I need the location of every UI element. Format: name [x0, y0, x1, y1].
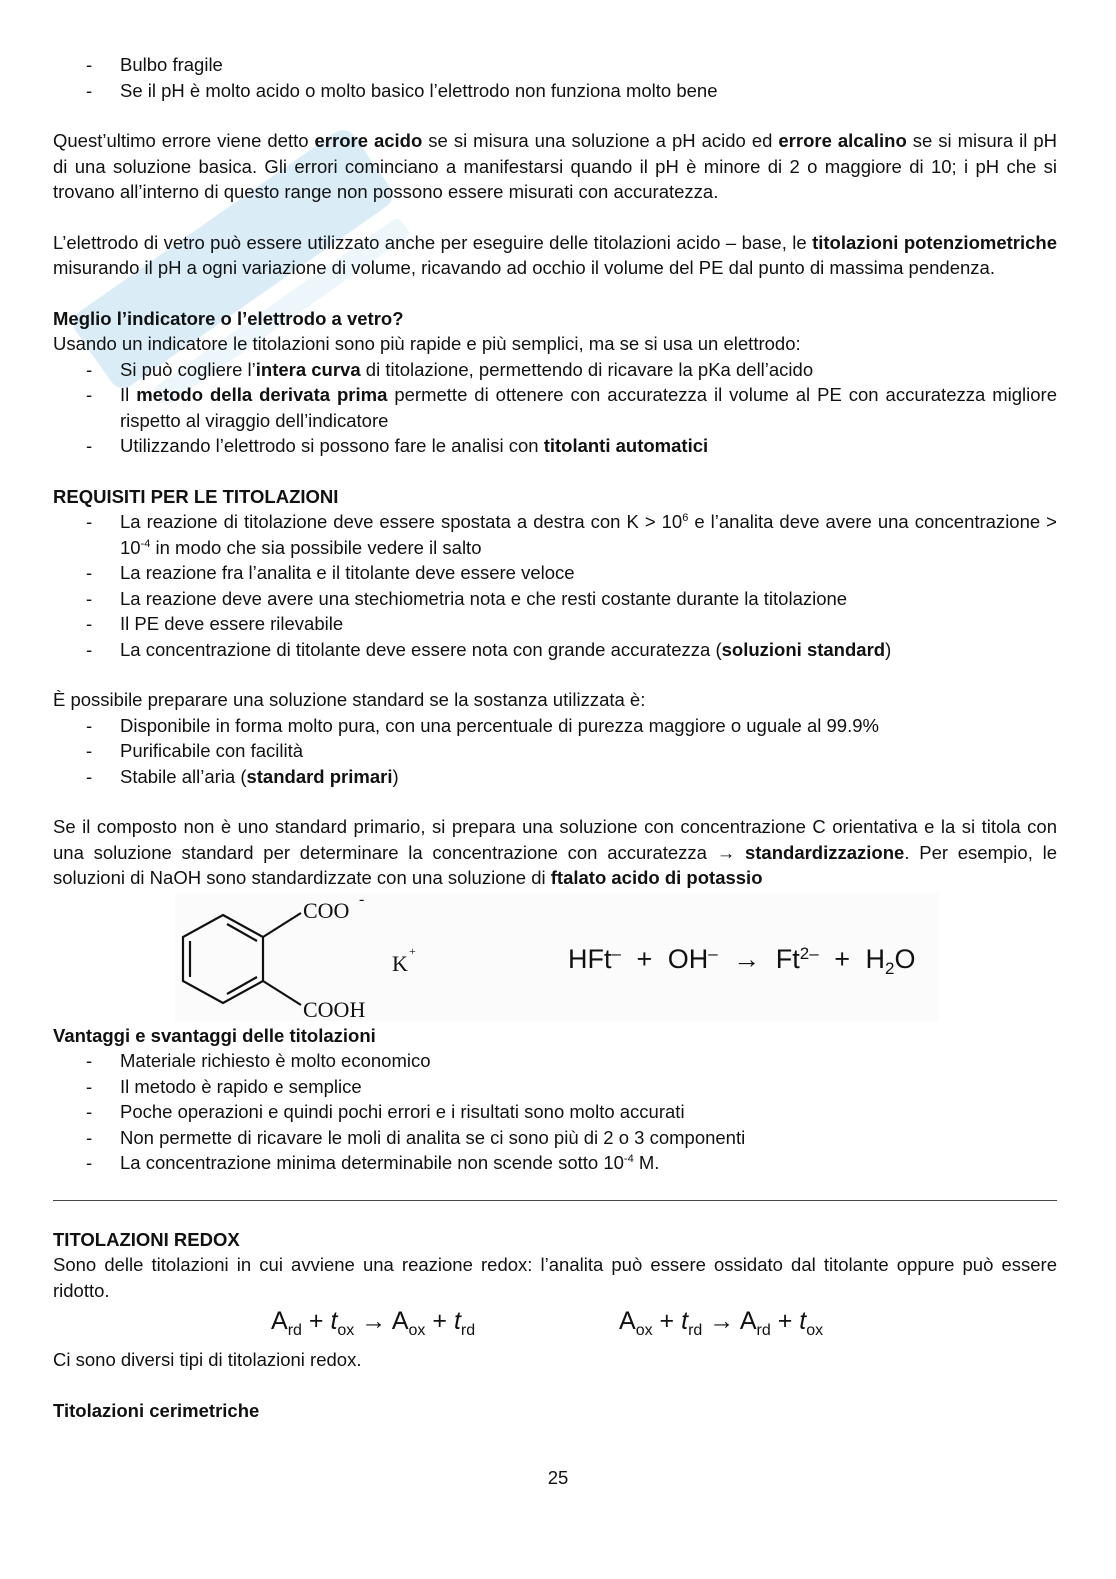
list-item: - Il PE deve essere rilevabile [53, 611, 1057, 637]
document-page [53, 52, 1057, 1423]
list-item: - La concentrazione minima determinabile non scende sotto $10^{-4}$ M. [53, 1150, 1057, 1176]
requirements-list [53, 509, 1057, 662]
phthalate-figure [53, 890, 1057, 1023]
list-item: - Bulbo fragile [53, 52, 1057, 78]
section-heading-vantaggi: Vantaggi e svantaggi delle titolazioni [53, 1024, 376, 1046]
list-item: - La reazione di titolazione deve essere spostata a destra con $K > 10^6$ e l’analita deve avere una concentrazione > $10^{-4}$ in modo che sia possibile vedere il salto [53, 509, 1057, 560]
electrode-issues-list [53, 52, 1057, 103]
paragraph-meglio-intro: Usando un indicatore le titolazioni sono più rapide e più semplici, ma se si usa un elettrodo: [53, 333, 801, 354]
standard-list [53, 713, 1057, 790]
paragraph-redox-intro: Sono delle titolazioni in cui avviene una reazione redox: l’analita può essere ossidato dal titolante oppure può essere ridotto. [53, 1254, 1057, 1301]
equation-charge: 2– [799, 943, 819, 963]
paragraph-redox-types: Ci sono diversi tipi di titolazioni redox. [53, 1349, 362, 1370]
redox-equation-oxidation: $A_{rd} + t_{ox} \to A_{ox} + t_{rd}$ [271, 1307, 476, 1339]
carboxylic-acid-label: COOH [303, 996, 366, 1022]
section-heading-requisiti: REQUISITI PER LE TITOLAZIONI [53, 485, 339, 507]
list-item: - Stabile all’aria (standard primari) [53, 764, 1057, 790]
redox-equation-reduction: $A_{ox} + t_{rd} \to A_{rd} + t_{ox}$ [619, 1307, 824, 1339]
section-heading-redox: TITOLAZIONI REDOX [53, 1228, 240, 1250]
list-item: - Poche operazioni e quindi pochi errori e i risultati sono molto accurati [53, 1099, 1057, 1125]
redox-equations [53, 1309, 1057, 1347]
list-item: - La concentrazione di titolante deve essere nota con grande accuratezza (soluzioni standard) [53, 637, 1057, 663]
electrode-advantages-list [53, 357, 1057, 459]
list-item: - La reazione deve avere una stechiometria nota e che resti costante durante la titolazione [53, 586, 1057, 612]
list-item: - Non permette di ricavare le moli di analita se ci sono più di 2 o 3 componenti [53, 1125, 1057, 1151]
equation-charge: – [708, 943, 718, 963]
equation-ft: Ft [775, 943, 800, 974]
page-number: 25 [547, 1467, 569, 1488]
list-item: - Se il pH è molto acido o molto basico l’elettrodo non funziona molto bene [53, 78, 1057, 104]
paragraph-errors: Quest’ultimo errore viene detto errore acido se si misura una soluzione a pH acido ed errore alcalino se si misura il pH di una soluzione basica. Gli errori cominciano a manifestarsi quando il pH è minore di 2 o maggiore di 10; i pH che si trovano all’interno di questo range non possono essere misurati con accuratezza. [53, 130, 1057, 202]
paragraph-potentiometric: L’elettrodo di vetro può essere utilizzato anche per eseguire delle titolazioni acido – base, le titolazioni potenziometriche misurando il pH a ogni variazione di volume, ricavando ad occhio il volume del PE dal punto di massima pendenza. [53, 231, 1057, 278]
list-item: - Utilizzando l’elettrodo si possono fare le analisi con titolanti automatici [53, 433, 1057, 459]
carboxylate-label: COO [303, 897, 350, 923]
potassium-ion-label: K [392, 950, 408, 976]
equation-charge: – [611, 943, 621, 963]
paragraph-standardization: Se il composto non è uno standard primario, si prepara una soluzione con concentrazione C orientativa e la si titola con una soluzione standard per determinare la concentrazione con accuratezza → standardizzazione. Per esempio, le soluzioni di NaOH sono standardizzate con una soluzione di ftalato acido di potassio [53, 816, 1057, 888]
equation-hft: HFt [568, 943, 612, 974]
list-item: - Materiale richiesto è molto economico [53, 1048, 1057, 1074]
potassium-charge: + [409, 943, 416, 958]
equation-arrow: → [733, 943, 761, 974]
list-item: - Il metodo della derivata prima permette di ottenere con accuratezza il volume al PE con accuratezza migliore rispetto al viraggio dell’indicatore [53, 382, 1057, 433]
equation-plus: + [834, 943, 850, 974]
list-item: - Purificabile con facilità [53, 738, 1057, 764]
carboxylate-charge: - [359, 890, 365, 908]
paragraph-standard-intro: È possibile preparare una soluzione standard se la sostanza utilizzata è: [53, 689, 646, 710]
pros-cons-list [53, 1048, 1057, 1176]
list-item: - Il metodo è rapido e semplice [53, 1074, 1057, 1100]
equation-plus: + [636, 943, 653, 974]
list-item: - Disponibile in forma molto pura, con una percentuale di purezza maggiore o uguale al 99.9% [53, 713, 1057, 739]
list-item: - Si può cogliere l’intera curva di titolazione, permettendo di ricavare la pKa dell’acido [53, 357, 1057, 383]
list-item: - La reazione fra l’analita e il titolante deve essere veloce [53, 560, 1057, 586]
section-heading-meglio: Meglio l’indicatore o l’elettrodo a vetro? [53, 307, 404, 329]
chemical-equation-box [175, 890, 939, 1022]
benzene-ring-structure [175, 893, 315, 1021]
equation-water: $H_2O$ [865, 943, 916, 978]
neutralization-equation [568, 943, 916, 978]
equation-oh: OH [667, 943, 709, 974]
section-heading-cerimetriche: Titolazioni cerimetriche [53, 1399, 260, 1421]
